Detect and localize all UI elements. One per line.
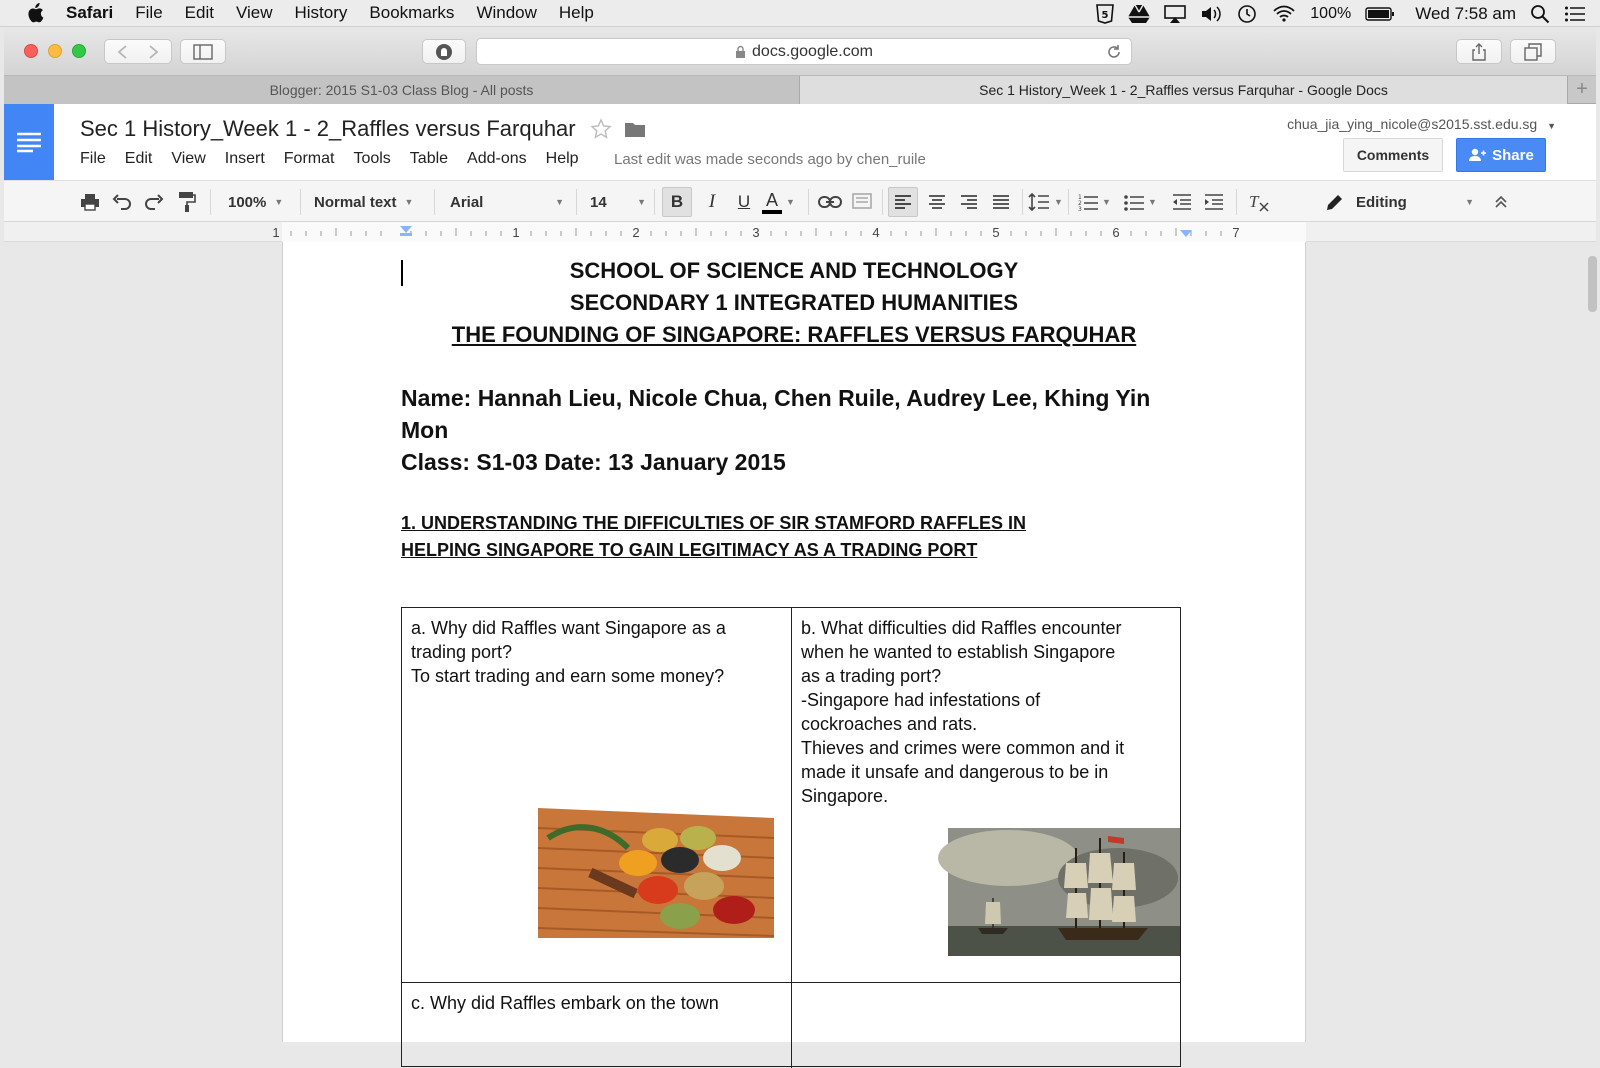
- share-button[interactable]: [1456, 138, 1546, 172]
- share-label: Share: [1492, 146, 1534, 164]
- clear-formatting-icon: [1248, 192, 1270, 212]
- chevron-up-double-icon: [1494, 195, 1508, 209]
- toolbar-separator: [1022, 189, 1023, 215]
- ruler-number: 4: [872, 225, 880, 240]
- increase-indent-button[interactable]: [1204, 187, 1224, 217]
- chevron-down-icon: ▼: [555, 197, 564, 207]
- menubar-status-area: [1096, 0, 1586, 27]
- spices-image[interactable]: [538, 798, 774, 938]
- section-1-title-line-1: 1. UNDERSTANDING THE DIFFICULTIES OF SIR STAMFORD RAFFLES IN: [401, 513, 1026, 533]
- cell-b-question-line-2: when he wanted to establish Singapore: [801, 642, 1116, 662]
- chevron-down-icon: ▼: [1102, 197, 1111, 207]
- decrease-indent-button[interactable]: [1172, 187, 1192, 217]
- chevron-down-icon: ▼: [1054, 197, 1063, 207]
- forward-arrow-icon[interactable]: [138, 42, 168, 62]
- zoom-select[interactable]: [228, 187, 283, 217]
- align-center-button[interactable]: [924, 187, 950, 217]
- align-left-icon: [894, 194, 912, 210]
- menu-file[interactable]: File: [135, 3, 163, 22]
- ruler-number: 6: [1112, 225, 1120, 240]
- toolbar-separator: [576, 189, 577, 215]
- decrease-indent-icon: [1172, 193, 1192, 211]
- apple-menu-icon[interactable]: [26, 3, 44, 23]
- text-color-label: A: [762, 190, 782, 214]
- svg-text:3: 3: [1078, 206, 1082, 213]
- cell-b-answer-line-4: made it unsafe and dangerous to be in: [801, 762, 1109, 782]
- chevron-down-icon: ▼: [786, 197, 795, 207]
- print-button[interactable]: [80, 187, 100, 217]
- paint-format-icon: [178, 191, 196, 213]
- numbered-list-button[interactable]: [1078, 187, 1111, 217]
- docs-logo-icon: [16, 132, 42, 152]
- share-sheet-icon: [1471, 43, 1487, 61]
- comments-button[interactable]: Comments: [1343, 138, 1443, 172]
- link-icon: [818, 195, 842, 209]
- google-drive-icon[interactable]: [1128, 4, 1150, 24]
- airplay-icon[interactable]: [1164, 4, 1186, 24]
- sailing-ships-painting-image[interactable]: [948, 828, 1180, 956]
- bold-button[interactable]: [662, 187, 692, 217]
- docs-menu-addons[interactable]: Add-ons: [467, 150, 527, 167]
- tab-blogger[interactable]: [4, 76, 800, 104]
- cell-b-answer-line-1: -Singapore had infestations of: [801, 690, 1041, 710]
- names-line-1: Name: Hannah Lieu, Nicole Chua, Chen Ruile, Audrey Lee, Khing Yin: [401, 385, 1151, 411]
- questions-table: [401, 607, 1181, 1067]
- docs-menu-edit[interactable]: Edit: [124, 150, 153, 167]
- svg-text:1: 1: [1078, 194, 1082, 201]
- last-edit-status[interactable]: Last edit was made seconds ago by chen_ruile: [614, 151, 926, 168]
- underline-button[interactable]: [732, 187, 756, 217]
- cell-a-question-line-2: trading port?: [411, 642, 513, 662]
- pencil-icon: [1326, 193, 1344, 211]
- tab-overview-button[interactable]: [1510, 39, 1556, 64]
- person-icon: [1468, 148, 1486, 162]
- table-cell-b[interactable]: [792, 608, 1180, 983]
- docs-menu-view[interactable]: View: [171, 150, 206, 167]
- heading-subject: SECONDARY 1 INTEGRATED HUMANITIES: [569, 290, 1019, 315]
- first-line-indent-marker[interactable]: [400, 233, 412, 236]
- sidebar-toggle-button[interactable]: [180, 39, 226, 64]
- toolbar-separator: [654, 189, 655, 215]
- document-page[interactable]: [282, 242, 1306, 1042]
- numbered-list-icon: [1078, 193, 1098, 211]
- ruler-number: 2: [632, 225, 640, 240]
- ghost-extension-icon: [435, 43, 453, 61]
- lock-icon: [735, 45, 746, 59]
- docs-menu-bar: [80, 150, 598, 168]
- chevron-down-icon: ▼: [1547, 121, 1556, 131]
- ruler-number: 5: [992, 225, 1000, 240]
- ruler-number: 1: [272, 225, 280, 240]
- toolbar-separator: [1068, 189, 1069, 215]
- cell-b-answer-line-3: Thieves and crimes were common and it: [801, 738, 1125, 758]
- vertical-scrollbar-thumb[interactable]: [1588, 256, 1597, 312]
- chevron-down-icon: ▼: [1465, 197, 1474, 207]
- formatting-toolbar: [4, 180, 1596, 222]
- cell-a-answer: To start trading and earn some money?: [411, 666, 725, 686]
- menu-bookmarks[interactable]: Bookmarks: [369, 3, 455, 22]
- docs-menu-help[interactable]: Help: [545, 150, 579, 167]
- menu-app-safari[interactable]: Safari: [66, 3, 114, 22]
- section-1-title-line-2: HELPING SINGAPORE TO GAIN LEGITIMACY AS A TRADING PORT: [401, 540, 978, 560]
- redo-button[interactable]: [144, 187, 164, 217]
- align-right-icon: [960, 194, 978, 210]
- menu-window[interactable]: Window: [476, 3, 537, 22]
- plus-icon: +: [1576, 78, 1588, 100]
- paint-format-button[interactable]: [178, 187, 196, 217]
- print-icon: [80, 193, 100, 211]
- ruler-number: 7: [1232, 225, 1240, 240]
- toolbar-separator: [434, 189, 435, 215]
- names-line-2: Mon: [401, 417, 449, 443]
- cell-b-answer-line-2: cockroaches and rats.: [801, 714, 978, 734]
- line-spacing-icon: [1028, 193, 1050, 211]
- wifi-icon[interactable]: [1272, 4, 1296, 24]
- document-canvas[interactable]: [4, 242, 1596, 1013]
- cell-b-answer-line-5: Singapore.: [801, 786, 889, 806]
- increase-indent-icon: [1204, 193, 1224, 211]
- sidebar-icon: [193, 44, 213, 60]
- align-left-button[interactable]: [888, 187, 918, 217]
- window-close-button[interactable]: [24, 44, 38, 58]
- italic-button[interactable]: [700, 187, 724, 217]
- font-size-value: 14: [590, 193, 607, 211]
- heading-topic: THE FOUNDING OF SINGAPORE: RAFFLES VERSUS FARQUHAR: [451, 322, 1137, 347]
- reload-icon[interactable]: [1105, 43, 1123, 61]
- table-cell-a[interactable]: [402, 608, 792, 983]
- toolbar-separator: [808, 189, 809, 215]
- safari-toolbar: [4, 28, 1596, 76]
- clock[interactable]: Wed 7:58 am: [1415, 3, 1516, 23]
- window-minimize-button[interactable]: [48, 44, 62, 58]
- folder-icon[interactable]: [624, 120, 646, 138]
- justify-button[interactable]: [988, 187, 1014, 217]
- toolbar-separator: [300, 189, 301, 215]
- tab-bar: [4, 76, 1596, 104]
- tab-overview-icon: [1524, 43, 1542, 61]
- account-email-text: chua_jia_ying_nicole@s2015.sst.edu.sg: [1287, 116, 1538, 132]
- notification-center-icon[interactable]: [1564, 4, 1586, 24]
- window-zoom-button[interactable]: [72, 44, 86, 58]
- insert-comment-button[interactable]: [852, 187, 872, 217]
- ruler-number: 3: [752, 225, 760, 240]
- url-text: docs.google.com: [752, 42, 873, 60]
- menu-history[interactable]: History: [294, 3, 348, 22]
- ruler-scale: [4, 222, 1596, 242]
- toolbar-separator: [882, 189, 883, 215]
- macos-menubar: [0, 0, 1600, 27]
- svg-text:T: T: [1249, 192, 1259, 211]
- align-right-button[interactable]: [956, 187, 982, 217]
- text-color-button[interactable]: [762, 187, 802, 217]
- editing-mode-select[interactable]: [1326, 187, 1474, 217]
- paragraph-style-select[interactable]: [314, 187, 413, 217]
- bulleted-list-icon: [1124, 193, 1144, 211]
- ruler[interactable]: [4, 222, 1596, 242]
- svg-text:5: 5: [1101, 9, 1109, 21]
- html5-icon[interactable]: [1096, 4, 1114, 24]
- editing-mode-value: Editing: [1356, 193, 1407, 211]
- font-family-value: Arial: [450, 193, 484, 211]
- bold-label: B: [670, 192, 684, 211]
- docs-menu-format[interactable]: Format: [283, 150, 335, 167]
- toolbar-separator: [210, 189, 211, 215]
- svg-text:2: 2: [1078, 200, 1082, 207]
- address-bar[interactable]: [476, 38, 1132, 65]
- share-sheet-button[interactable]: [1456, 39, 1502, 64]
- clear-formatting-button[interactable]: [1248, 187, 1270, 217]
- menu-edit[interactable]: Edit: [184, 3, 214, 22]
- battery-icon[interactable]: [1365, 6, 1395, 22]
- collapse-menu-button[interactable]: [1494, 187, 1508, 217]
- align-center-icon: [928, 194, 946, 210]
- tab-google-docs[interactable]: [800, 76, 1568, 104]
- account-email[interactable]: [1287, 116, 1556, 132]
- table-cell-c[interactable]: [402, 983, 792, 1068]
- cell-c-question-line-1: c. Why did Raffles embark on the town: [411, 993, 719, 1013]
- docs-home-logo[interactable]: [4, 104, 54, 180]
- font-family-select[interactable]: [450, 187, 564, 217]
- docs-menu-table[interactable]: Table: [409, 150, 449, 167]
- time-machine-icon[interactable]: [1236, 4, 1258, 24]
- cell-a-question-line-1: a. Why did Raffles want Singapore as a: [411, 618, 726, 638]
- cell-b-question-line-1: b. What difficulties did Raffles encounter: [801, 618, 1122, 638]
- font-size-select[interactable]: [590, 187, 646, 217]
- chevron-down-icon: ▼: [404, 197, 414, 207]
- chevron-down-icon: ▼: [637, 197, 646, 207]
- class-date-line: Class: S1-03 Date: 13 January 2015: [401, 449, 786, 475]
- chevron-down-icon: ▼: [274, 197, 284, 207]
- back-arrow-icon[interactable]: [108, 42, 138, 62]
- zoom-value: 100%: [228, 193, 267, 211]
- justify-icon: [992, 194, 1010, 210]
- comment-icon: [852, 193, 872, 211]
- docs-menu-tools[interactable]: Tools: [353, 150, 391, 167]
- ghostery-extension-button[interactable]: [422, 39, 466, 64]
- back-forward-buttons: [104, 39, 172, 64]
- line-spacing-button[interactable]: [1028, 187, 1063, 217]
- spotlight-search-icon[interactable]: [1530, 4, 1550, 24]
- insert-link-button[interactable]: [818, 187, 842, 217]
- volume-icon[interactable]: [1200, 4, 1222, 24]
- star-icon[interactable]: [590, 118, 612, 140]
- menu-help[interactable]: Help: [558, 3, 594, 22]
- paragraph-style-value: Normal text: [314, 193, 397, 211]
- battery-percent: 100%: [1310, 4, 1352, 22]
- underline-label: U: [737, 192, 751, 211]
- docs-menu-file[interactable]: File: [80, 150, 106, 167]
- cell-b-question-line-3: as a trading port?: [801, 666, 942, 686]
- bulleted-list-button[interactable]: [1124, 187, 1157, 217]
- heading-school: SCHOOL OF SCIENCE AND TECHNOLOGY: [569, 258, 1019, 283]
- tab-label: Blogger: 2015 S1-03 Class Blog - All posts: [269, 82, 534, 98]
- undo-button[interactable]: [112, 187, 132, 217]
- undo-icon: [112, 194, 132, 210]
- new-tab-button[interactable]: [1568, 76, 1596, 103]
- menu-view[interactable]: View: [235, 3, 273, 22]
- document-title[interactable]: Sec 1 History_Week 1 - 2_Raffles versus Farquhar: [80, 116, 576, 141]
- ruler-number: 1: [512, 225, 520, 240]
- italic-label: I: [708, 191, 716, 212]
- tab-label: Sec 1 History_Week 1 - 2_Raffles versus Farquhar - Google Docs: [979, 82, 1388, 98]
- chevron-down-icon: ▼: [1148, 197, 1157, 207]
- toolbar-separator: [1236, 189, 1237, 215]
- redo-icon: [144, 194, 164, 210]
- docs-header: [4, 104, 1596, 180]
- docs-menu-insert[interactable]: Insert: [224, 150, 265, 167]
